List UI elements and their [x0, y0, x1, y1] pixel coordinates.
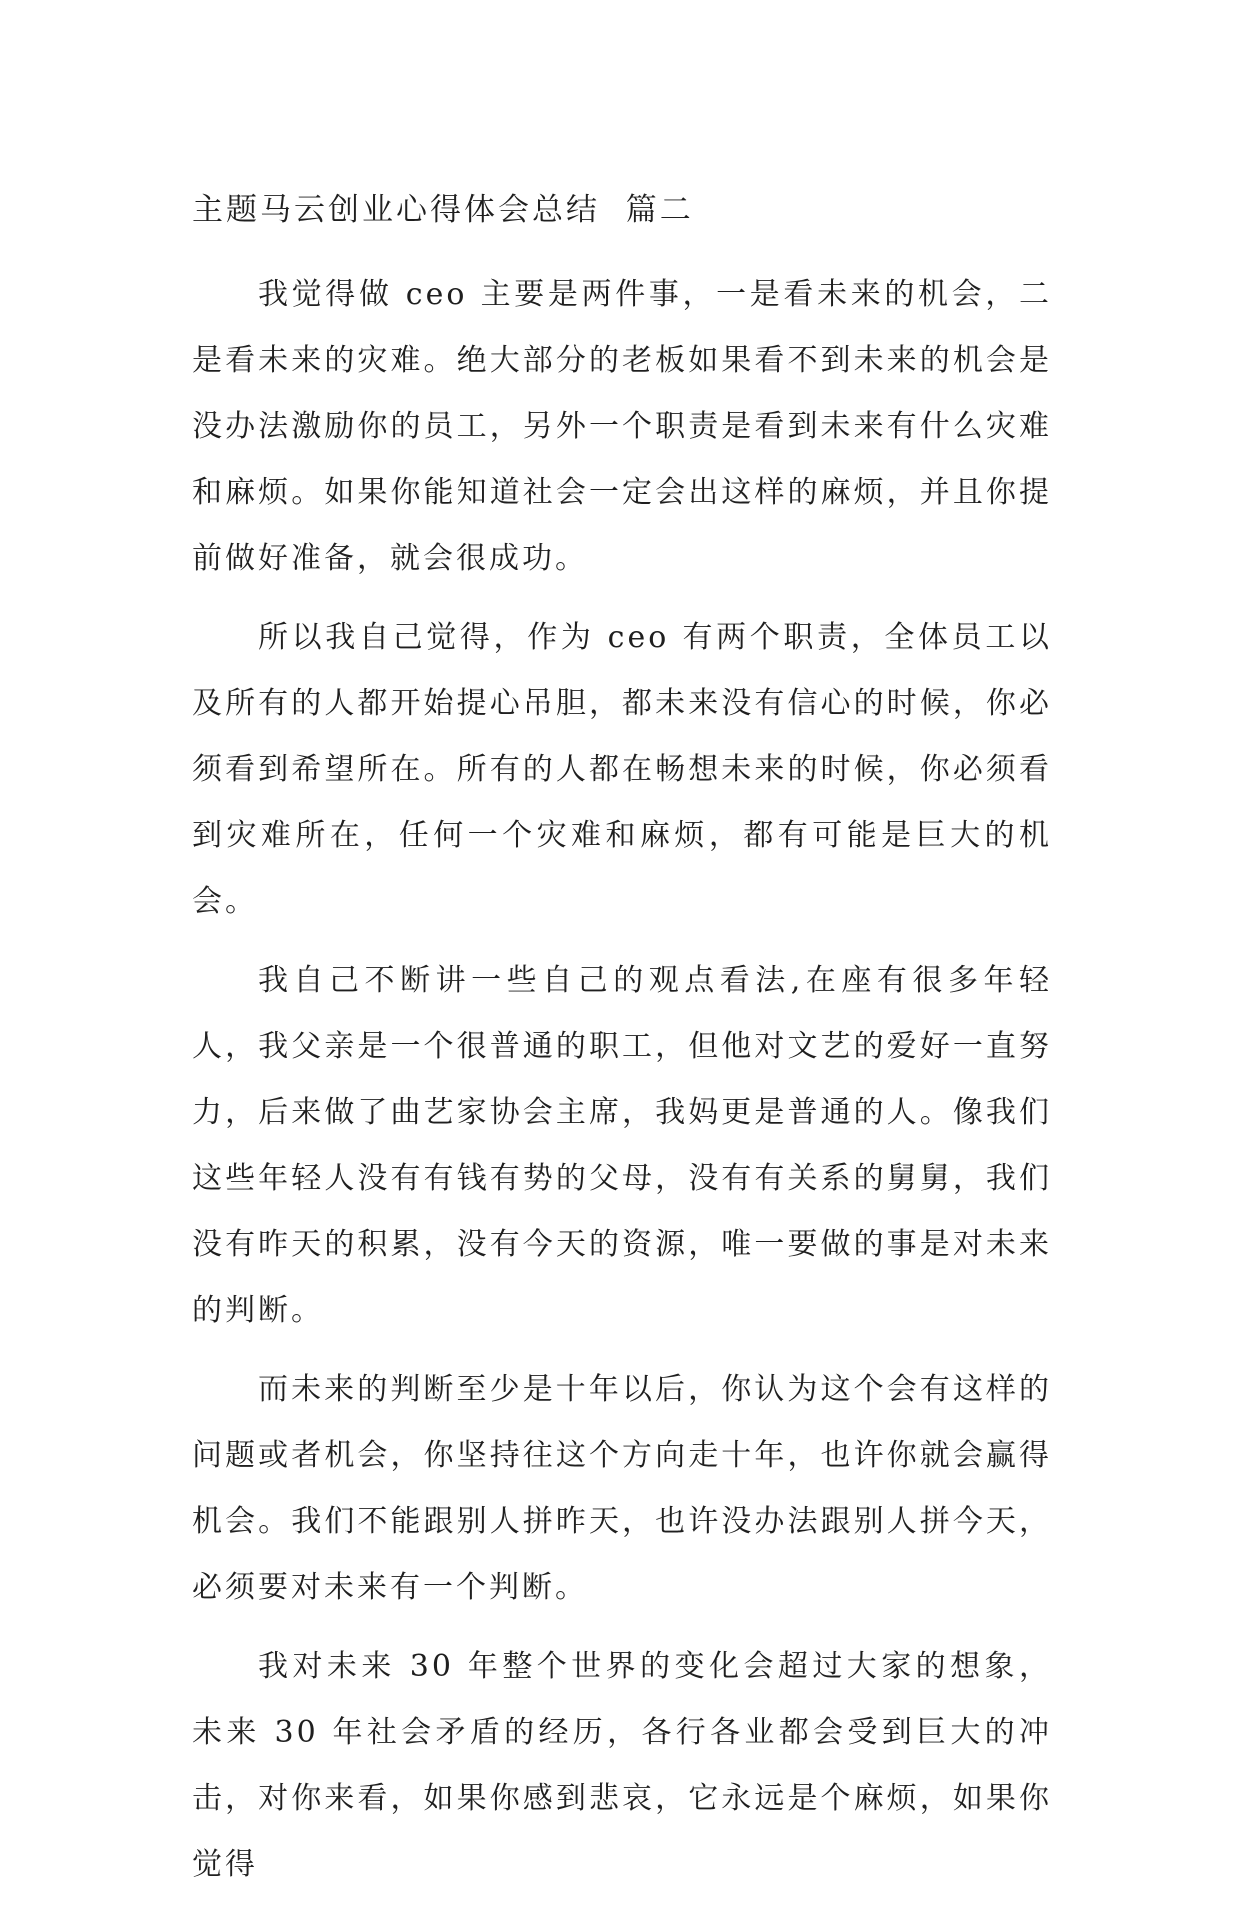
paragraph-3: 我自己不断讲一些自己的观点看法,在座有很多年轻人，我父亲是一个很普通的职工，但他对文艺的爱好一直努力，后来做了曲艺家协会主席，我妈更是普通的人。像我们这些年轻人没有有钱有势的父母，没有有关系的舅舅，我们没有昨天的积累，没有今天的资源，唯一要做的事是对未来的判断。 [192, 963, 1052, 1328]
paragraph-5: 我对未来 30 年整个世界的变化会超过大家的想象，未来 30 年社会矛盾的经历，各行各业都会受到巨大的冲击，对你来看，如果你感到悲哀，它永远是个麻烦，如果你觉得 [192, 1649, 1052, 1882]
paragraph-2: 所以我自己觉得，作为 ceo 有两个职责，全体员工以及所有的人都开始提心吊胆，都未来没有信心的时候，你必须看到希望所在。所有的人都在畅想未来的时候，你必须看到灾难所在，任何一个灾难和麻烦，都有可能是巨大的机会。 [192, 620, 1052, 919]
document-title: 主题马云创业心得体会总结 篇二 [192, 192, 694, 228]
paragraph-1: 我觉得做 ceo 主要是两件事，一是看未来的机会，二是看未来的灾难。绝大部分的老板如果看不到未来的机会是没办法激励你的员工，另外一个职责是看到未来有什么灾难和麻烦。如果你能知道社会一定会出这样的麻烦，并且你提前做好准备，就会很成功。 [192, 277, 1052, 576]
document-body [192, 192, 1052, 1911]
paragraph-4: 而未来的判断至少是十年以后，你认为这个会有这样的问题或者机会，你坚持往这个方向走十年，也许你就会赢得机会。我们不能跟别人拼昨天，也许没办法跟别人拼今天，必须要对未来有一个判断。 [192, 1372, 1052, 1605]
